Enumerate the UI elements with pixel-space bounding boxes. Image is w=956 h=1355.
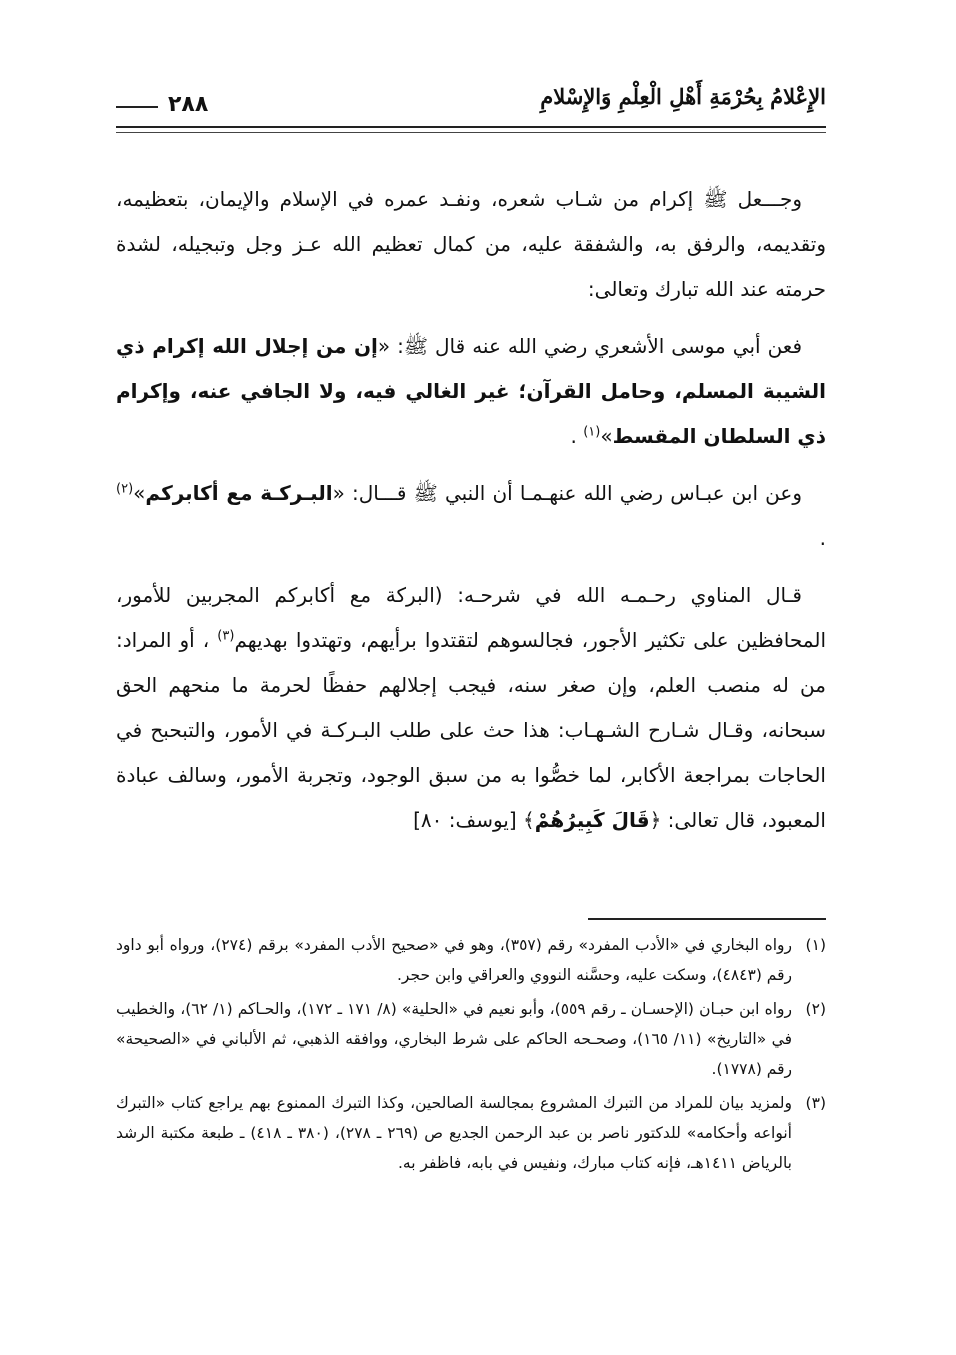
- footnote-text: رواه البخاري في «الأدب المفرد» رقم (٣٥٧)، وهو في «صحيح الأدب المفرد» برقم (٢٧٤)، ورواه أبو داود رقم (٤٨٤٣)، وسكت عليه، وحسَّنه النووي والعراقي وابن حجر.: [116, 936, 793, 984]
- header-rule: [116, 126, 826, 133]
- footnote-number: (٣): [805, 1094, 826, 1112]
- paragraph-1: وجـــعل ﷺ إكرام من شـاب شعره، ونفـد عمره في الإسلام والإيمان، بتعظيمه، وتقديمه، والرفق به، والشفقة عليه، من كمال تعظيم الله عـز وجل وتبجيله، لشدة حرمته عند الله تبارك وتعالى:: [116, 187, 826, 301]
- footnote-ref-2: (٢): [116, 481, 134, 497]
- paragraph-2: فعن أبي موسى الأشعري رضي الله عنه قال ﷺ: «إن من إجلال الله إكرام ذي الشيبة المسلم، وحامل القرآن؛ غير الغالي فيه، ولا الجافي عنه، وإكرام ذي السلطان المقسط»$^{(١)}$ .: [116, 334, 826, 448]
- footnote-text: ولمزيد بيان للمراد من التبرك المشروع بمجالسة الصالحين، وكذا التبرك الممنوع بهم يراجع كتاب «التبرك أنواعه وأحكامه» للدكتور ناصر بن عبد الرحمن الجديع ص (٢٦٩ ـ ٢٧٨)، (٣٨٠ ـ ٤١٨) ـ طبعة مكتبة الرشد بالرياض ١٤١١هـ، فإنه كتاب مبارك، ونفيس في بابه، فاظفر به.: [116, 1094, 792, 1172]
- footnote-number: (١): [805, 936, 826, 954]
- hadith-text: إن من إجلال الله إكرام ذي الشيبة المسلم، وحامل القرآن؛ غير الغالي فيه، ولا الجافي عنه، وإكرام ذي السلطان المقسط: [116, 334, 826, 448]
- quran-verse: قَالَ كَبِيرُهُمْ: [534, 808, 650, 832]
- footnote-number: (٢): [805, 1000, 826, 1018]
- book-title: الإِعْلامُ بِحُرْمَةِ أَهْلِ الْعِلْمِ وَالإِسْلامِ: [540, 84, 826, 109]
- hadith-text: البـركـة مع أكابركم: [145, 481, 333, 505]
- footnote-1: [116, 930, 826, 990]
- footnote-2: [116, 994, 826, 1084]
- footnote-3: [116, 1088, 826, 1178]
- footnote-text: رواه ابن حبـان (الإحسـان ـ رقم ٥٥٩)، وأبو نعيم في «الحلية» (٨/ ١٧١ ـ ١٧٢)، والحـاكم (١/ ٦٢)، والخطيب في «التاريخ» (١١/ ١٦٥)، وصحـحه الحاكم على شرط البخاري، ووافقه الذهبي، ثم الألباني في «الصحيحة» رقم (١٧٧٨).: [116, 1000, 792, 1078]
- main-text: [116, 177, 826, 855]
- footnote-ref-1: (١): [583, 424, 601, 440]
- page-header: [116, 84, 826, 124]
- page-number: ٢٨٨: [168, 92, 209, 117]
- paragraph-4: قـال المناوي رحـمـه الله في شرحـه: (البركة مع أكابركم المجربين للأمور، المحافظين على تكثير الأجور، فجالسوهم لتقتدوا برأيهم، وتهتدوا بهديهم$^{(٣)}$ ، أو المراد: من له منصب العلم، وإن صغر سنه، فيجب إجلالهم حفظًا لحرمة ما منحهم الحق سبحانه، وقـال شـارح الشـهـاب: هذا حث على طلب البـركـة في الأمور، والتبحبح في الحاجات بمراجعة الأكابر، لما خصُّوا به من سبق الوجود، وتجربة الأمور، وسالف عبادة المعبود، قال تعالى: ﴿قَالَ كَبِيرُهُمْ﴾ [يوسف: ٨٠]: [116, 583, 826, 832]
- footnote-separator: [588, 918, 826, 920]
- paragraph-3: وعن ابن عبـاس رضي الله عنهـمـا أن النبي ﷺ قـــال: «البـركـة مع أكابركم»$^{(٢)}$ .: [116, 481, 826, 550]
- footnotes: [116, 930, 826, 1182]
- page-number-dash: [116, 106, 158, 108]
- footnote-ref-3: (٣): [217, 628, 235, 644]
